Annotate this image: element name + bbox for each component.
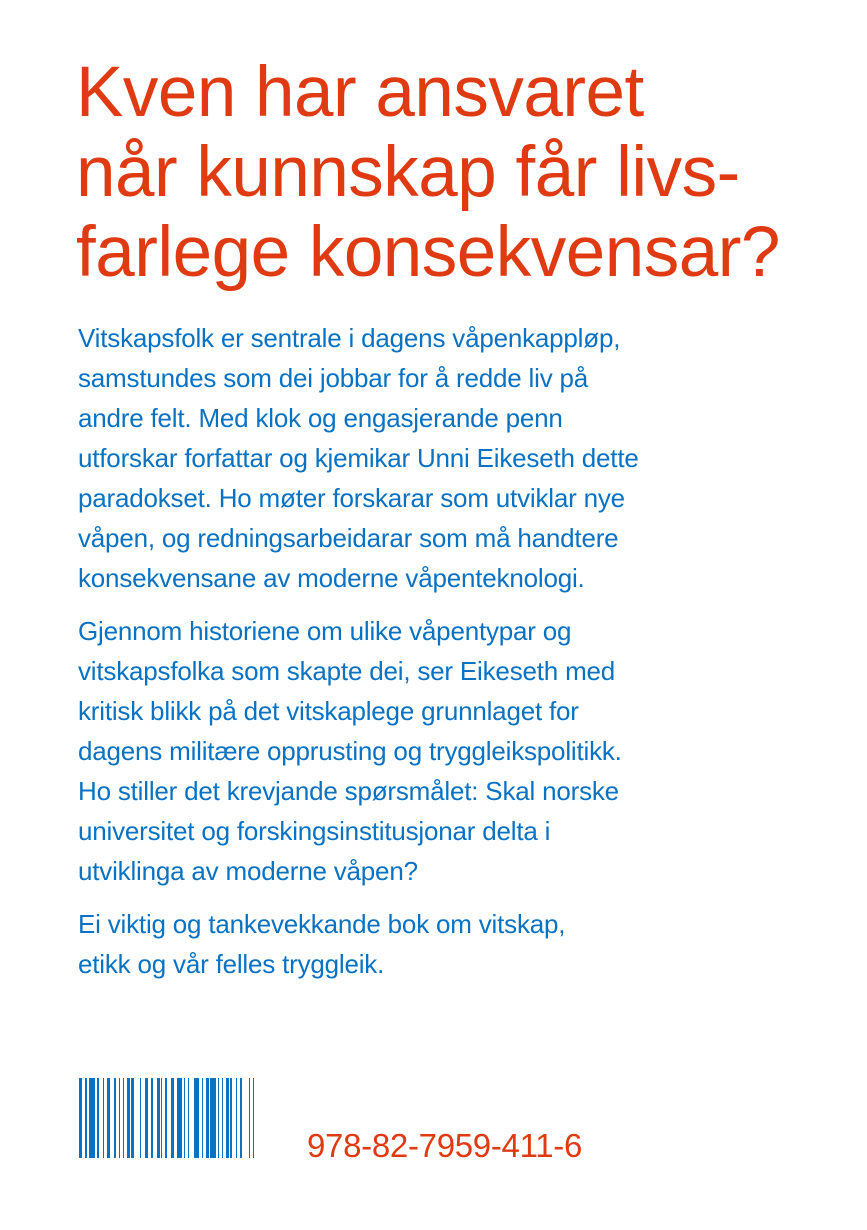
text-line: etikk og vår felles tryggleik. (78, 949, 385, 979)
text-line: Gjennom historiene om ulike våpentypar og (78, 616, 572, 646)
text-line: Ei viktig og tankevekkande bok om vitskap, (78, 909, 566, 939)
text-line: dagens militære opprusting og tryggleikspolitikk. (78, 736, 622, 766)
title-line: farlege konsekvensar? (76, 213, 780, 292)
text-line: andre felt. Med klok og engasjerande penn (78, 403, 563, 433)
text-line: paradokset. Ho møter forskarar som utviklar nye (78, 483, 625, 513)
text-line: våpen, og redningsarbeidarar som må handtere (78, 523, 619, 553)
blurb (78, 318, 838, 997)
back-cover-title (76, 53, 780, 293)
text-line: vitskapsfolka som skapte dei, ser Eikeseth med (78, 656, 616, 686)
text-line: samstundes som dei jobbar for å redde liv på (78, 363, 589, 393)
title-line: Kven har ansvaret (76, 53, 644, 132)
barcode-space (242, 1078, 249, 1158)
blurb-paragraph-2 (78, 611, 838, 891)
isbn-number: 978-82-7959-411-6 (307, 1127, 582, 1164)
title-line: når kunnskap får livs- (76, 133, 740, 212)
text-line: utforskar forfattar og kjemikar Unni Eikeseth dette (78, 443, 639, 473)
text-line: konsekvensane av moderne våpenteknologi. (78, 563, 585, 593)
text-line: Ho stiller det krevjande spørsmålet: Skal norske (78, 776, 619, 806)
text-line: Vitskapsfolk er sentrale i dagens våpenkappløp, (78, 323, 621, 353)
blurb-paragraph-1 (78, 318, 838, 598)
blurb-paragraph-3 (78, 904, 838, 984)
barcode-bar (253, 1078, 254, 1158)
text-line: utviklinga av moderne våpen? (78, 856, 418, 886)
barcode-icon (79, 1078, 255, 1158)
text-line: universitet og forskingsinstitusjonar delta i (78, 816, 551, 846)
text-line: kritisk blikk på det vitskaplege grunnlaget for (78, 696, 579, 726)
